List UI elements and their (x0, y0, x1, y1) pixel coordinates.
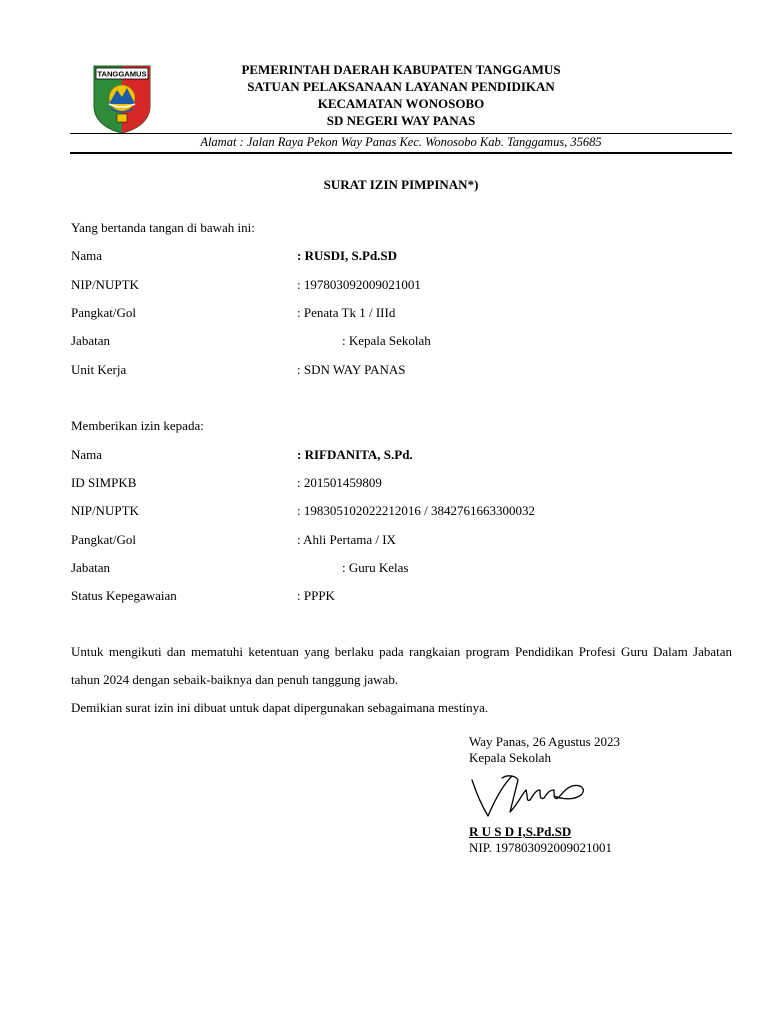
letterhead-line-3: KECAMATAN WONOSOBO (317, 96, 485, 111)
signer-position-label: Jabatan (71, 333, 110, 348)
recipient-id-simpkb-label: ID SIMPKB (71, 475, 137, 490)
recipient-name-value: : RIFDANITA, S.Pd. (297, 447, 413, 462)
recipient-position-label: Jabatan (71, 560, 110, 575)
svg-text:TANGGAMUS: TANGGAMUS (97, 69, 147, 79)
recipient-id-simpkb-value: : 201501459809 (297, 475, 382, 490)
handwritten-signature (468, 766, 588, 822)
signer-position-title: Kepala Sekolah (469, 750, 551, 765)
signer-nip-label: NIP/NUPTK (71, 277, 139, 292)
recipient-rank-value: : Ahli Pertama / IX (297, 532, 396, 547)
recipient-rank-label: Pangkat/Gol (71, 532, 136, 547)
recipient-nip-value: : 198305102022212016 / 3842761663300032 (297, 503, 535, 518)
signer-rank-label: Pangkat/Gol (71, 305, 136, 320)
purpose-paragraph: Untuk mengikuti dan mematuhi ketentuan yang berlaku pada rangkaian program Pendidikan Profesi Guru Dalam Jabatan tahun 2024 dengan sebaik-baiknya dan penuh tanggung jawab. (71, 644, 732, 687)
letterhead-divider-bottom (70, 152, 732, 154)
signer-name-signature: R U S D I,S.Pd.SD (469, 824, 572, 839)
signer-unit-value: : SDN WAY PANAS (297, 362, 406, 377)
signer-name-value: : RUSDI, S.Pd.SD (297, 248, 398, 263)
signer-position-value: : Kepala Sekolah (342, 333, 431, 348)
letterhead-address: Alamat : Jalan Raya Pekon Way Panas Kec. Wonosobo Kab. Tanggamus, 35685 (200, 135, 602, 149)
letterhead-line-2: SATUAN PELAKSANAAN LAYANAN PENDIDIKAN (247, 79, 555, 94)
letterhead-line-1: PEMERINTAH DAERAH KABUPATEN TANGGAMUS (241, 62, 561, 77)
signer-unit-label: Unit Kerja (71, 362, 127, 377)
recipient-intro: Memberikan izin kepada: (71, 418, 204, 433)
signer-nip-value: : 197803092009021001 (297, 277, 421, 292)
letter-title: SURAT IZIN PIMPINAN*) (323, 177, 479, 192)
signer-name-label: Nama (71, 248, 103, 263)
signer-nip-signature: NIP. 197803092009021001 (469, 840, 613, 855)
signer-rank-value: : Penata Tk 1 / IIId (297, 305, 396, 320)
letterhead-line-4: SD NEGERI WAY PANAS (326, 113, 476, 128)
recipient-status-value: : PPPK (297, 588, 335, 603)
recipient-nip-label: NIP/NUPTK (71, 503, 139, 518)
recipient-position-value: : Guru Kelas (342, 560, 409, 575)
recipient-status-label: Status Kepegawaian (71, 588, 177, 603)
recipient-name-label: Nama (71, 447, 103, 462)
closing-paragraph: Demikian surat izin ini dibuat untuk dapat dipergunakan sebagaimana mestinya. (71, 700, 489, 715)
place-date: Way Panas, 26 Agustus 2023 (469, 734, 620, 749)
signer-intro: Yang bertanda tangan di bawah ini: (71, 220, 255, 235)
